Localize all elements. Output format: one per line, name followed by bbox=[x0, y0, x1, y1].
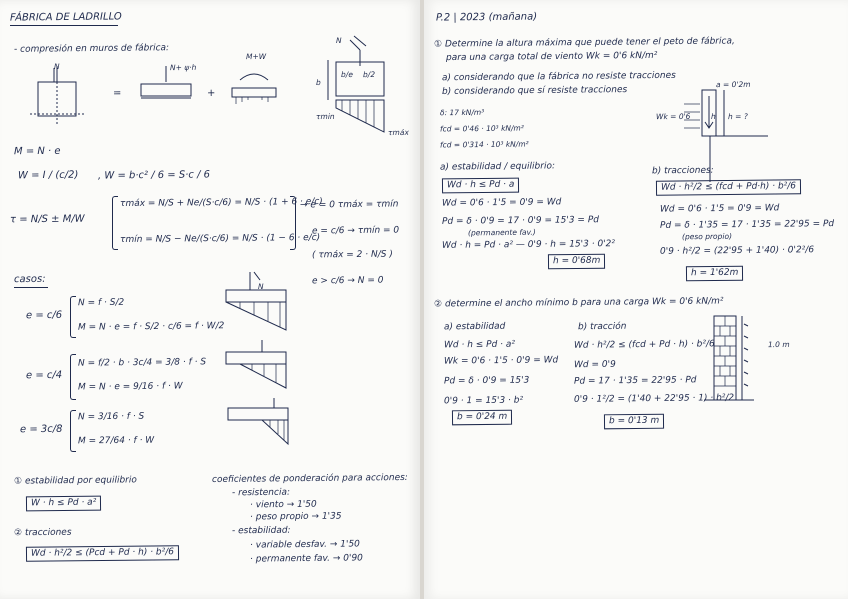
q2b-result: b = 0'13 m bbox=[604, 414, 664, 430]
part-a-line1: Wd = 0'6 · 1'5 = 0'9 = Wd bbox=[441, 197, 562, 209]
tau-brace bbox=[112, 196, 118, 250]
q2a-result: b = 0'24 m bbox=[452, 410, 512, 426]
case1-n-label: N bbox=[257, 281, 264, 292]
part-a-title: a) estabilidad / equilibrio: bbox=[439, 161, 556, 173]
data-line1: δ: 17 kN/m³ bbox=[439, 107, 485, 118]
q2b-line4: 0'9 · 1²/2 = (1'40 + 22'95 · 1) · b²/2 bbox=[573, 393, 735, 405]
condition-2b: ( τmáx = 2 · N/S ) bbox=[311, 249, 393, 261]
case3-e: e = 3c/8 bbox=[19, 423, 63, 436]
item2-title: ② tracciones bbox=[13, 527, 72, 539]
case2-stress-icon bbox=[222, 340, 292, 396]
case3-line2: M = 27/64 · f · W bbox=[77, 435, 155, 447]
coef-line5: · variable desfav. → 1'50 bbox=[249, 539, 360, 551]
coef-line2: · viento → 1'50 bbox=[249, 499, 317, 511]
case2-brace bbox=[70, 354, 76, 400]
case3-brace bbox=[70, 410, 76, 452]
plus-sign: + bbox=[206, 87, 216, 100]
right-page bbox=[424, 0, 848, 599]
case1-line1: N = f · S/2 bbox=[77, 297, 125, 309]
data-line3: fcd = 0'314 · 10³ kN/m² bbox=[439, 139, 529, 150]
sketch-wk-label: Wk = 0'6 bbox=[655, 111, 691, 122]
load-nw-label: N+ ψ·h bbox=[169, 62, 197, 73]
item2-box: Wd · h²/2 ≤ (Pcd + Pd · h) · b²/6 bbox=[26, 545, 179, 562]
q2a-line1: Wd · h ≤ Pd · a² bbox=[443, 339, 516, 351]
tau-max-equation: τmáx = N/S + Ne/(S·c/6) = N/S · (1 + 6 · e/c) bbox=[119, 196, 323, 210]
condition-1: → e = 0 τmáx = τmín bbox=[299, 199, 399, 211]
coef-title: coeficientes de ponderación para acciones: bbox=[211, 472, 408, 486]
q2b-line2: Wd = 0'9 bbox=[573, 359, 616, 371]
q2a-line4: 0'9 · 1 = 15'3 · b² bbox=[443, 395, 524, 407]
case2-line2: M = N · e = 9/16 · f · W bbox=[77, 381, 183, 393]
part-a-box: Wd · h ≤ Pd · a bbox=[442, 178, 520, 194]
question2-line1: ② determine el ancho mínimo b para una carga Wk = 0'6 kN/m² bbox=[433, 296, 724, 310]
tau-equation: τ = N/S ± M/W bbox=[9, 213, 85, 226]
b-e-label: b/e bbox=[340, 69, 353, 80]
stress-n-label: N bbox=[335, 35, 342, 46]
case1-e: e = c/6 bbox=[25, 309, 63, 322]
b-label: b bbox=[315, 77, 321, 88]
part-a-result: h = 0'68m bbox=[548, 254, 606, 270]
question1-a: a) considerando que la fábrica no resiste tracciones bbox=[441, 70, 676, 84]
w-equation-2: , W = b·c² / 6 = S·c / 6 bbox=[97, 169, 211, 182]
coef-line1: - resistencia: bbox=[231, 487, 291, 499]
moment-equation: M = N · e bbox=[13, 145, 61, 158]
q2a-title: a) estabilidad bbox=[443, 321, 506, 333]
condition-3: e > c/6 → N = 0 bbox=[311, 275, 384, 287]
part-b-line1: Wd = 0'6 · 1'5 = 0'9 = Wd bbox=[659, 203, 780, 215]
part-b-result: h = 1'62m bbox=[686, 266, 744, 282]
case3-line1: N = 3/16 · f · S bbox=[77, 411, 145, 423]
tau-brace-right bbox=[290, 196, 296, 250]
casos-underline bbox=[14, 287, 48, 288]
moment-label: M+W bbox=[245, 51, 267, 62]
part-b-line3: 0'9 · h²/2 = (22'95 + 1'40) · 0'2²/6 bbox=[659, 245, 815, 257]
part-b-line2: Pd = δ · 1'35 = 17 · 1'35 = 22'95 = Pd bbox=[659, 219, 835, 231]
item1-box: W · h ≤ Pd · a² bbox=[26, 496, 101, 512]
coef-line3: · peso propio → 1'35 bbox=[249, 511, 342, 523]
sketch-h-question: h = ? bbox=[727, 111, 748, 122]
load-n-label: N bbox=[53, 61, 60, 72]
page-header: P.2 | 2023 (mañana) bbox=[435, 11, 538, 24]
q2b-title: b) tracción bbox=[577, 321, 627, 333]
part-b-box: Wd · h²/2 ≤ (fcd + Pd·h) · b²/6 bbox=[656, 179, 801, 196]
question1-b: b) considerando que sí resiste tracciones bbox=[441, 85, 628, 97]
title-underline bbox=[10, 25, 118, 26]
intro-text: - compresión en muros de fábrica: bbox=[13, 43, 170, 55]
casos-label: casos: bbox=[13, 273, 46, 286]
case3-stress-icon bbox=[224, 398, 294, 454]
item1-title: ① estabilidad por equilibrio bbox=[13, 475, 137, 487]
left-page bbox=[0, 0, 420, 599]
part-a-line2: Pd = δ · 0'9 = 17 · 0'9 = 15'3 = Pd bbox=[441, 215, 600, 227]
case1-line2: M = N · e = f · S/2 · c/6 = f · W/2 bbox=[77, 321, 225, 333]
wall-sketch-icon bbox=[30, 66, 90, 126]
data-line2: fcd = 0'46 · 10³ kN/m² bbox=[439, 123, 524, 134]
b-2-label: b/2 bbox=[362, 69, 376, 80]
q2a-line3: Pd = δ · 0'9 = 15'3 bbox=[443, 375, 530, 387]
tau-min-equation: τmín = N/S − Ne/(S·c/6) = N/S · (1 − 6 · e/c) bbox=[119, 232, 321, 246]
condition-2a: e = c/6 → τmín = 0 bbox=[311, 225, 400, 237]
case2-e: e = c/4 bbox=[25, 369, 63, 382]
q2b-line3: Pd = 17 · 1'35 = 22'95 · Pd bbox=[573, 375, 697, 387]
question1-line2: para una carga total de viento Wk = 0'6 kN/m² bbox=[445, 50, 658, 64]
part-a-line3: Wd · h = Pd · a² — 0'9 · h = 15'3 · 0'2² bbox=[441, 239, 616, 251]
q2b-line1: Wd · h²/2 ≤ (fcd + Pd · h) · b²/6 bbox=[573, 339, 715, 351]
coef-line4: - estabilidad: bbox=[231, 525, 291, 537]
w-equation-1: W = I / (c/2) bbox=[17, 169, 79, 182]
sketch-h-label: h bbox=[710, 111, 716, 122]
page-title: FÁBRICA DE LADRILLO bbox=[9, 11, 122, 24]
tau-max-label: τmáx bbox=[387, 127, 409, 138]
sketch-a-label: a = 0'2m bbox=[715, 79, 751, 90]
question1-line1: ① Determine la altura máxima que puede tener el peto de fábrica, bbox=[433, 36, 735, 50]
part-b-title: b) tracciones: bbox=[651, 165, 714, 177]
part-b-note: (peso propio) bbox=[681, 231, 733, 242]
coef-line6: · permanente fav. → 0'90 bbox=[249, 553, 363, 565]
moment-block-icon bbox=[228, 66, 280, 110]
part-a-note: (permanente fav.) bbox=[467, 227, 536, 238]
equals-sign: = bbox=[112, 87, 122, 100]
tau-min-label: τmin bbox=[315, 111, 335, 122]
case1-brace bbox=[70, 296, 76, 338]
wall-height-sketch-icon bbox=[704, 312, 784, 408]
sketch2-height-label: 1.0 m bbox=[767, 339, 790, 350]
q2a-line2: Wk = 0'6 · 1'5 · 0'9 = Wd bbox=[443, 355, 559, 367]
case2-line1: N = f/2 · b · 3c/4 = 3/8 · f · S bbox=[77, 357, 207, 369]
